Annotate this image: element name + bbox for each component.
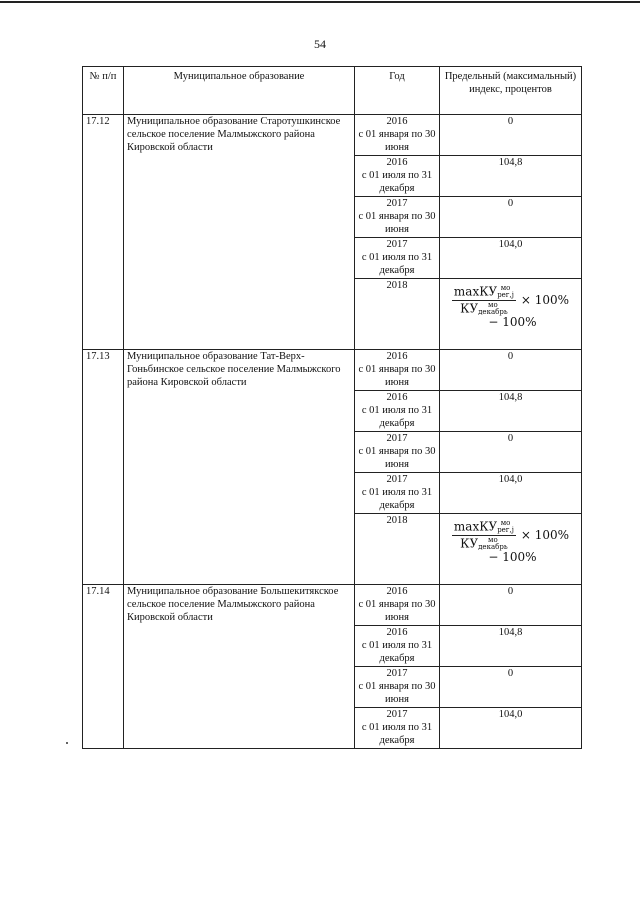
formula-denominator-sup: мо [488,536,498,544]
municipality-name: Муниципальное образование Старотушкинское сельское поселение Малмыжского района Кировской области [124,115,355,350]
header-index: Предельный (максимальный) индекс, процентов [440,67,582,115]
index-value: 104,8 [498,627,523,638]
header-year: Год [355,67,440,115]
year-cell [355,115,440,156]
index-cell [440,514,582,585]
year-cell [355,432,440,473]
formula-times: × 100% [520,293,570,307]
year-value: 2018 [386,280,408,291]
year-period: с 01 января по 30 июня [358,364,436,388]
formula-numerator-sup: мо [500,284,511,292]
tariff-index-table [82,66,582,749]
year-period: с 01 июля по 31 декабря [361,405,433,429]
formula-numerator-sup: мо [500,519,511,527]
index-value: 104,8 [498,157,523,168]
year-cell [355,626,440,667]
year-period: с 01 января по 30 июня [358,211,436,235]
table-header-row [83,67,582,115]
formula-denominator: КУ [460,536,479,551]
year-value: 2017 [386,433,408,444]
header-num: № п/п [83,67,124,115]
formula-denominator: КУ [460,301,479,316]
index-cell [440,350,582,391]
index-cell [440,115,582,156]
index-cell [440,197,582,238]
index-cell [440,585,582,626]
formula-minus: − 100% [488,315,537,329]
year-cell [355,391,440,432]
index-value: 104,0 [498,474,523,485]
index-cell [440,391,582,432]
index-cell [440,432,582,473]
index-formula [443,285,578,329]
year-value: 2017 [386,198,408,209]
year-value: 2016 [386,351,408,362]
year-cell [355,350,440,391]
formula-numerator: maxКУ [453,519,498,534]
year-cell [355,473,440,514]
year-period: с 01 июля по 31 декабря [361,170,433,194]
formula-numerator-sub: рег,j [497,526,514,534]
year-cell [355,514,440,585]
year-value: 2018 [386,515,408,526]
index-cell [440,279,582,350]
index-cell [440,667,582,708]
index-value: 104,0 [498,239,523,250]
year-cell [355,156,440,197]
formula-numerator: maxКУ [453,284,498,299]
page-number: 54 [314,37,326,51]
formula-denominator-sub: декабрь [478,543,508,551]
year-period: с 01 июля по 31 декабря [361,722,433,746]
year-value: 2016 [386,392,408,403]
index-cell [440,473,582,514]
formula-minus: − 100% [488,550,537,564]
year-value: 2016 [386,627,408,638]
year-value: 2016 [386,157,408,168]
header-municipality: Муниципальное образование [124,67,355,115]
index-value: 0 [507,668,514,679]
index-value: 0 [507,116,514,127]
year-period: с 01 января по 30 июня [358,129,436,153]
year-cell [355,238,440,279]
index-cell [440,238,582,279]
formula-denominator-sub: декабрь [478,308,508,316]
index-cell [440,708,582,749]
year-cell [355,279,440,350]
year-cell [355,585,440,626]
index-value: 0 [507,433,514,444]
year-period: с 01 января по 30 июня [358,446,436,470]
year-cell [355,197,440,238]
formula-times: × 100% [520,528,570,542]
year-period: с 01 июля по 31 декабря [361,640,433,664]
row-number: 17.12 [83,115,124,350]
year-cell [355,708,440,749]
index-cell [440,156,582,197]
table-row [83,350,582,391]
year-value: 2017 [386,668,408,679]
table-row [83,585,582,626]
index-value: 0 [507,351,514,362]
index-formula [443,520,578,564]
index-value: 0 [507,586,514,597]
year-value: 2016 [386,116,408,127]
municipality-name: Муниципальное образование Большекитякское сельское поселение Малмыжского района Кировской области [124,585,355,749]
year-period: с 01 июля по 31 декабря [361,252,433,276]
year-value: 2017 [386,709,408,720]
index-cell [440,626,582,667]
index-value: 104,0 [498,709,523,720]
index-value: 0 [507,198,514,209]
table-row [83,115,582,156]
year-period: с 01 января по 30 июня [358,681,436,705]
year-period: с 01 января по 30 июня [358,599,436,623]
year-value: 2017 [386,474,408,485]
row-number: 17.14 [83,585,124,749]
top-rule [0,1,640,3]
table-body [83,115,582,749]
municipality-name: Муниципальное образование Тат-Верх-Гоньбинское сельское поселение Малмыжского района Кировской области [124,350,355,585]
year-value: 2016 [386,586,408,597]
index-value: 104,8 [498,392,523,403]
year-cell [355,667,440,708]
margin-mark [66,742,68,744]
formula-numerator-sub: рег,j [497,291,514,299]
formula-denominator-sup: мо [488,301,498,309]
row-number: 17.13 [83,350,124,585]
year-period: с 01 июля по 31 декабря [361,487,433,511]
year-value: 2017 [386,239,408,250]
